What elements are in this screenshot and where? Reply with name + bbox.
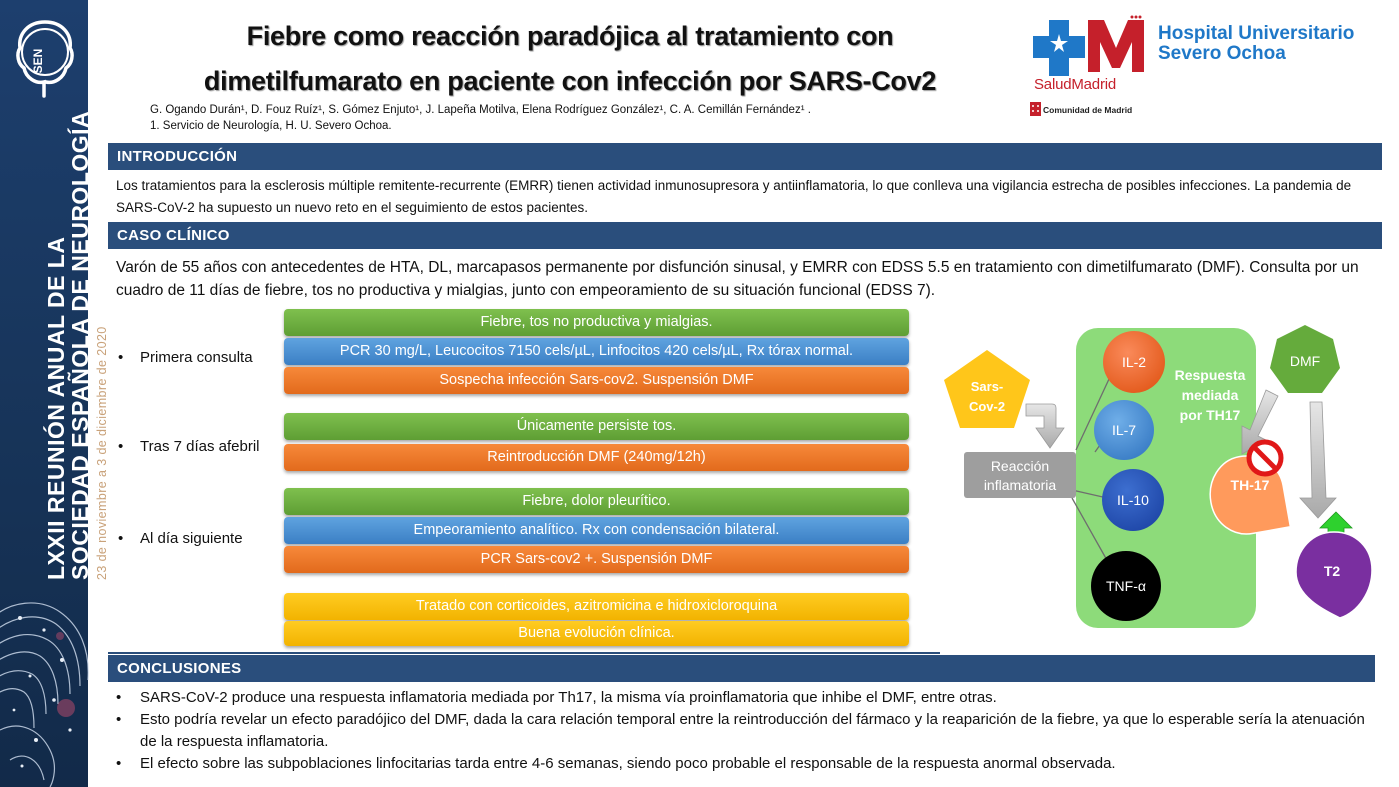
hospital-name-line-2: Severo Ochoa bbox=[1158, 43, 1286, 64]
timeline-bar-pleuritico: Fiebre, dolor pleurítico. bbox=[284, 488, 909, 515]
brain-illustration-icon bbox=[0, 590, 88, 787]
timeline-bar-empeoramiento: Empeoramiento analítico. Rx con condensación bilateral. bbox=[284, 517, 909, 544]
timeline-bar-fiebre: Fiebre, tos no productiva y mialgias. bbox=[284, 309, 909, 336]
respuesta-line-3: por TH17 bbox=[1179, 407, 1241, 423]
conclusion-item: • SARS-CoV-2 produce una respuesta inflamatoria mediada por Th17, la misma vía proinflamatoria que inhibe el DMF, entre otras. bbox=[116, 687, 1376, 709]
title-line-1: Fiebre como reacción paradójica al tratamiento con bbox=[246, 21, 894, 51]
il7-label: IL-7 bbox=[1111, 422, 1137, 438]
tnf-label: TNF-α bbox=[1106, 578, 1146, 594]
conclusion-item: • El efecto sobre las subpoblaciones linfocitarias tarda entre 4-6 semanas, siendo poco probable el responsable de la respuesta anormal observada. bbox=[116, 753, 1376, 775]
timeline-bar-sospecha: Sospecha infección Sars-cov2. Suspensión DMF bbox=[284, 367, 909, 394]
timeline-label-primera: • Primera consulta bbox=[118, 349, 253, 366]
respuesta-line-2: mediada bbox=[1181, 387, 1239, 403]
title-line-2: dimetilfumarato en paciente con infección por SARS-Cov2 bbox=[203, 66, 937, 96]
caso-text: Varón de 55 años con antecedentes de HTA, DL, marcapasos permanente por disfunción sinusal, y EMRR con EDSS 5.5 en tratamiento con dimetilfumarato (DMF). Consulta por un cuadro de 11 días de fiebre, tos no productiva y mialgias, junto con empeoramiento de su situación funcional (EDSS 7). bbox=[116, 259, 1359, 299]
timeline-label-dia-siguiente: • Al día siguiente bbox=[118, 530, 243, 547]
conclusiones-heading: CONCLUSIONES bbox=[108, 655, 1375, 682]
timeline-bar-pcr: PCR 30 mg/L, Leucocitos 7150 cels/µL, Linfocitos 420 cels/µL, Rx tórax normal. bbox=[284, 338, 909, 365]
affiliation: 1. Servicio de Neurología, H. U. Severo Ochoa. bbox=[150, 120, 392, 132]
sars-arrow-icon bbox=[1026, 404, 1064, 448]
hospital-name bbox=[1158, 24, 1354, 64]
authors-block bbox=[150, 102, 811, 134]
timeline-bar-tos: Únicamente persiste tos. bbox=[284, 413, 909, 440]
reaccion-line-1: Reacción bbox=[990, 458, 1050, 474]
timeline-bar-reintroduccion: Reintroducción DMF (240mg/12h) bbox=[284, 444, 909, 471]
caso-heading: CASO CLÍNICO bbox=[108, 222, 1382, 249]
meeting-dates: 23 de noviembre a 3 de diciembre de 2020 bbox=[95, 326, 109, 580]
conference-banner bbox=[0, 0, 109, 787]
dmf-label: DMF bbox=[1289, 353, 1321, 369]
hospital-name-line-1: Hospital Universitario bbox=[1158, 23, 1355, 44]
timeline-bar-tratamiento: Tratado con corticoides, azitromicina e hidroxicloroquina bbox=[284, 593, 909, 620]
conclusions-list bbox=[116, 687, 1376, 775]
th17-label: TH-17 bbox=[1230, 477, 1270, 493]
timeline-bar-pcr-positiva: PCR Sars-cov2 +. Suspensión DMF bbox=[284, 546, 909, 573]
sars-label-2: Cov-2 bbox=[968, 399, 1006, 414]
meeting-title bbox=[43, 110, 110, 580]
il10-label: IL-10 bbox=[1117, 492, 1149, 508]
comunidad-madrid-label: Comunidad de Madrid bbox=[1043, 105, 1133, 115]
timeline-bar-evolucion: Buena evolución clínica. bbox=[284, 621, 909, 646]
t2-label: T2 bbox=[1323, 563, 1341, 579]
sen-logo-icon bbox=[8, 14, 82, 104]
sars-label-1: Sars- bbox=[970, 379, 1004, 394]
dmf-to-t2-arrow-icon bbox=[1300, 402, 1336, 518]
poster-title bbox=[110, 14, 1030, 104]
il2-label: IL-2 bbox=[1121, 354, 1147, 370]
immune-response-diagram bbox=[940, 322, 1380, 642]
authors-list: G. Ogando Durán¹, D. Fouz Ruíz¹, S. Gómez Enjuto¹, J. Lapeña Motilva, Elena Rodríguez González¹, C. A. Cemillán Fernández¹ . bbox=[150, 104, 811, 116]
sen-logo-text: SEN bbox=[31, 48, 45, 74]
salud-madrid-brand: SaludMadrid bbox=[1034, 76, 1117, 93]
respuesta-line-1: Respuesta bbox=[1174, 367, 1246, 383]
section-divider bbox=[108, 652, 940, 654]
conclusion-item: • Esto podría revelar un efecto paradójico del DMF, dada la cara relación temporal entre la reintroducción del fármaco y la reaparición de la fiebre, ya que lo esperable sería la atenuación de la respuesta inflamatoria. bbox=[116, 709, 1376, 753]
intro-heading: INTRODUCCIÓN bbox=[108, 143, 1382, 170]
inhibition-icon bbox=[1249, 442, 1281, 474]
meeting-line-1: LXXII REUNIÓN ANUAL DE LA bbox=[43, 236, 69, 580]
timeline-label-tras-7-dias: • Tras 7 días afebril bbox=[118, 438, 260, 455]
intro-text: Los tratamientos para la esclerosis múltiple remitente-recurrente (EMRR) tienen actividad inmunosupresora y antiinflamatoria, lo que conlleva una vigilancia estrecha de posibles infecciones. La pandemia de SARS-CoV-2 ha supuesto un nuevo reto en el seguimiento de estos pacientes. bbox=[116, 178, 1352, 215]
reaccion-line-2: inflamatoria bbox=[983, 477, 1057, 493]
meeting-line-2: SOCIEDAD ESPAÑOLA DE NEUROLOGÍA bbox=[67, 110, 93, 580]
